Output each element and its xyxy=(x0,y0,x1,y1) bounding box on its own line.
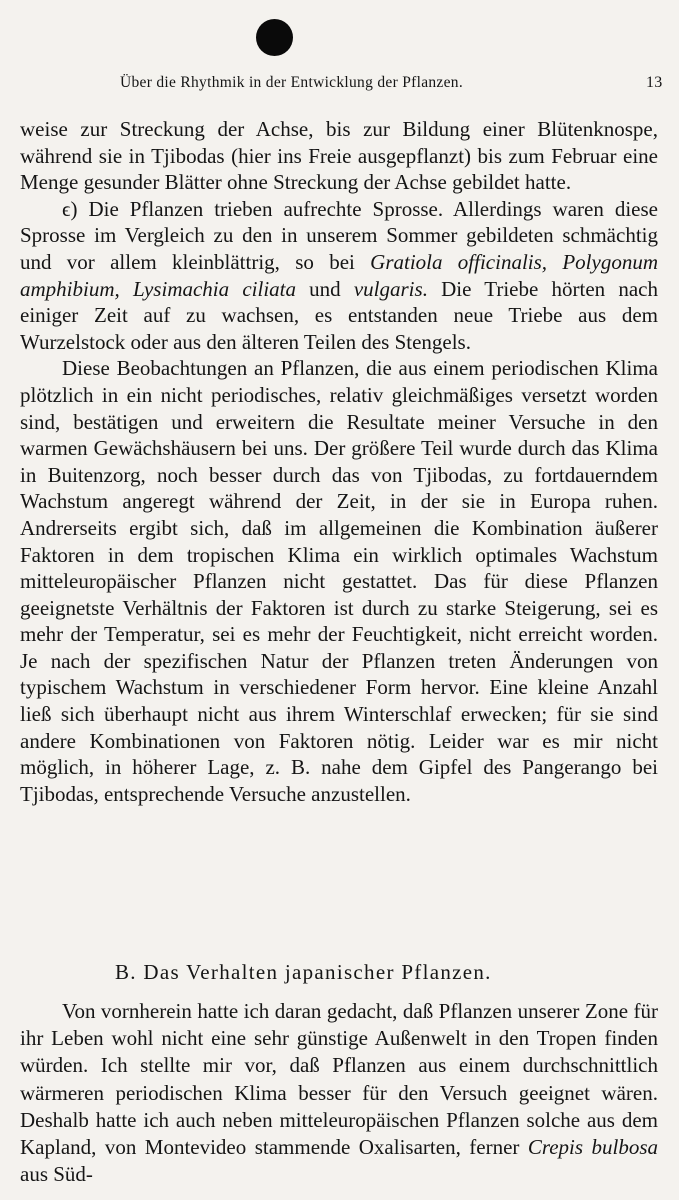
body-text xyxy=(20,116,658,807)
section-b-text xyxy=(20,998,658,1188)
paragraph-epsilon xyxy=(20,196,658,356)
page-number: 13 xyxy=(646,74,663,91)
running-title: Über die Rhythmik in der Entwicklung der Pflanzen. xyxy=(120,74,464,91)
paragraph-epsilon-text-a: ϵ) Die Pflanzen trieben aufrechte Sprosse. Allerdings waren diese Sprosse im Vergleich zu den in unserem Sommer gebildeten schmächtig und vor allem kleinblättrig, so bei xyxy=(20,196,658,274)
species-vulgaris: vulgaris. xyxy=(353,276,428,301)
paragraph-section-b xyxy=(20,998,658,1188)
species-polygonum: Polygonum amphibium, xyxy=(20,249,659,301)
paragraph-epsilon-text-b: Die Triebe hörten nach einiger Zeit auf zu wachsen, es entstanden neue Triebe aus dem Wurzelstock oder aus den älteren Teilen des Stengels. xyxy=(20,276,658,354)
paragraph-observations: Diese Beobachtungen an Pflanzen, die aus einem periodischen Klima plötzlich in ein nicht periodisches, relativ gleichmäßiges versetzt worden sind, bestätigen und erweitern die Resultate meiner Versuche in den warmen Gewächshäusern bei uns. Der größere Teil wurde durch das Klima in Buitenzorg, noch besser durch das von Tjibodas, zu fortdauerndem Wachstum angeregt während der Zeit, in der sie in Europa ruhen. Andrerseits ergibt sich, daß im allgemeinen die Kombination äußerer Faktoren in dem tropischen Klima ein wirklich optimales Wachstum mitteleuropäischer Pflanzen nicht gestattet. Das für diese Pflanzen geeignetste Verhältnis der Faktoren ist durch zu starke Steigerung, sei es mehr der Temperatur, sei es mehr der Feuchtigkeit, nicht erreicht worden. Je nach der spezifischen Natur der Pflanzen treten Änderungen von typischem Wachstum in verschiedener Form hervor. Eine kleine Anzahl ließ sich überhaupt nicht aus ihrem Winterschlaf erwecken; für sie sind andere Kombinationen von Faktoren nötig. Leider war es mir nicht möglich, in höherer Lage, z. B. nahe dem Gipfel des Pangerango bei Tjibodas, entsprechende Versuche anzustellen. xyxy=(20,356,658,806)
section-b-text-b: aus Süd- xyxy=(20,1162,93,1187)
species-gratiola: Gratiola officinalis, xyxy=(370,249,548,274)
conjunction: und xyxy=(295,276,354,301)
paragraph-continuation: weise zur Streckung der Achse, bis zur Bildung einer Blütenknospe, während sie in Tjibodas (hier ins Freie ausgepflanzt) bis zum Februar eine Menge gesunder Blätter ohne Streckung der Achse gebildet hatte. xyxy=(20,117,658,195)
species-crepis: Crepis bulbosa xyxy=(527,1135,659,1160)
section-heading: B. Das Verhalten japanischer Pflanzen. xyxy=(115,960,492,984)
section-b-text-a: Von vornherein hatte ich daran gedacht, daß Pflanzen unserer Zone für ihr Leben wohl nicht eine sehr günstige Außenwelt in den Tropen finden würden. Ich stellte mir vor, daß Pflanzen aus einem durchschnittlich wärmeren periodischen Klima besser für den Versuch geeignet wären. Deshalb hatte ich auch neben mitteleuropäischen Pflanzen solche aus dem Kapland, von Montevideo stammende Oxalisarten, ferner xyxy=(20,999,658,1160)
running-head xyxy=(0,74,679,96)
ink-blot xyxy=(256,19,293,56)
species-lysimachia: Lysimachia ciliata xyxy=(132,276,296,301)
